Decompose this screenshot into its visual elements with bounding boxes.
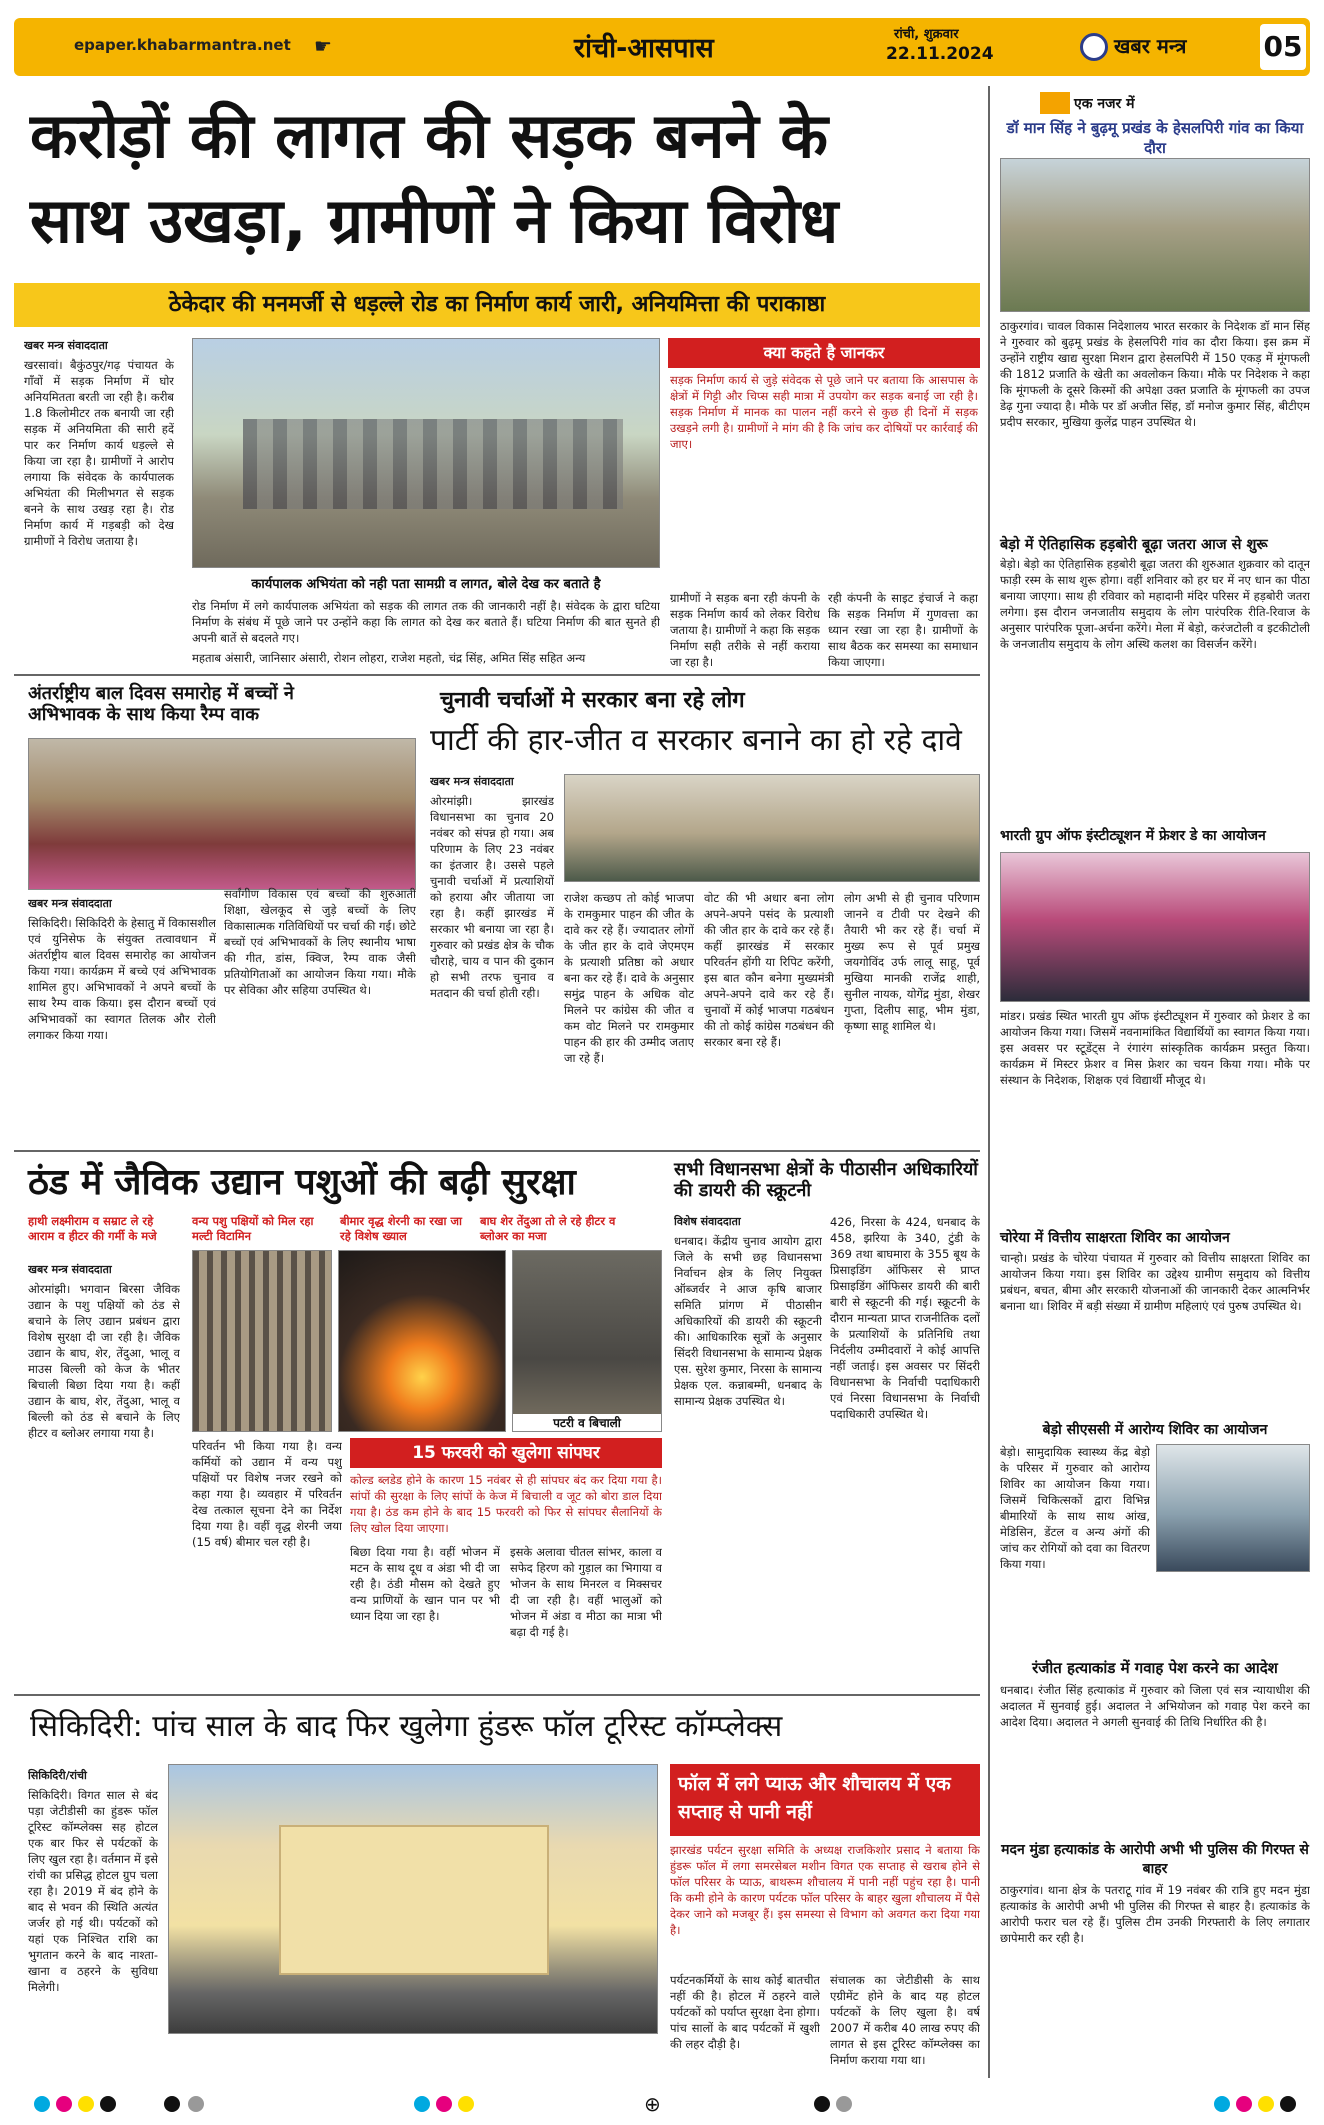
zoo-note-text: कोल्ड ब्लडेड होने के कारण 15 नवंबर से ही सांपघर बंद कर दिया गया है। सांपों की सुरक्षा के लिए सांपों के केज में बिचाली व जूट को बोरा डाल दिया गया है। ठंड कम होने के बाद 15 फरवरी को फिर से सांपघर सैलानियों के लिए खोल दिया जाएगा। bbox=[350, 1473, 662, 1535]
masthead bbox=[14, 18, 1310, 76]
zoo-photo-caption: पटरी व बिचाली bbox=[513, 1414, 661, 1431]
divider bbox=[14, 674, 980, 676]
children-day-photo bbox=[28, 738, 416, 890]
sidebar-s5-photo bbox=[1156, 1444, 1310, 1572]
sidebar-s5-title: बेड़ो सीएससी में आरोग्य शिविर का आयोजन bbox=[1042, 1422, 1268, 1438]
sidebar-divider bbox=[988, 86, 990, 2078]
sidebar-s1-photo bbox=[1000, 158, 1310, 312]
brand-name: खबर मन्त्र bbox=[1114, 34, 1187, 58]
lead-names: महताब अंसारी, जानिसार अंसारी, रोशन लोहरा, राजेश महतो, चंद्र सिंह, अमित सिंह सहित अन्य bbox=[192, 651, 586, 665]
hundru-box bbox=[670, 1764, 980, 1836]
hundru-photo bbox=[168, 1764, 658, 2034]
zoo-col-2: परिवर्तन भी किया गया है। वन्य कर्मियों को उद्यान में वन्य पशु पक्षियों पर विशेष नजर रखने को कहा गया है। व्यवहार में परिवर्तन देख तत्काल सूचना देने का निर्देश दिया गया है। वहीं वृद्ध शेरनी जया (15 वर्ष) बीमार चल रही है। bbox=[192, 1439, 342, 1549]
zoo-note-title: 15 फरवरी को खुलेगा सांपघर bbox=[412, 1443, 600, 1463]
registration-mark-icon: ⊕ bbox=[644, 2092, 661, 2116]
lead-col-1-text: खरसावां। बैकुंठपुर/गढ़ पंचायत के गाँवों में सड़क निर्माण में घोर अनियमितता बरती जा रही है। करीब 1.8 किलोमीटर तक बनायी जा रही सड़क में अनियमिता की सारी हदें पार कर निर्माण कार्य धड़ल्ले से किया जा रहा है। ग्रामीणों ने आरोप लगाया कि संवेदक के कार्यपालक अभियंता की मिलीभगत से सड़क बनने के साथ उखड़ रहा है। रोड निर्माण कार्य में गड़बड़ी को देख ग्रामीणों ने विरोध जताया है। bbox=[24, 358, 174, 548]
zoo-byline: खबर मन्त्र संवाददाता bbox=[28, 1263, 112, 1276]
hundru-col-b: संचालक का जेटीडीसी के साथ एग्रीमेंट होने के बाद यह होटल पर्यटकों के लिए खुला है। वर्ष 2007 में करीब 40 लाख रुपए की लागत से इस टूरिस्ट कॉम्प्लेक्स का निर्माण कराया गया था। bbox=[830, 1973, 980, 2067]
hundru-col-1-text: सिकिदिरी। विगत साल से बंद पड़ा जेटीडीसी का हुंडरू फॉल टूरिस्ट कॉम्प्लेक्स सह होटल एक बार फिर से पर्यटकों के लिए खुल रहा है। वर्तमान में इसे रांची का प्रसिद्ध होटल ग्रुप चला रहा है। 2019 में बंद होने के बाद से भवन की स्थिति अत्यंत जर्जर हो गई थी। पर्यटकों को यहां एक निश्चित राशि का भुगतान करने के बाद नाश्ता-खाना व ठहरने के सुविधा मिलेगी। bbox=[28, 1788, 158, 1994]
section-title: रांची-आसपास bbox=[574, 33, 714, 64]
sidebar-s1-title: डॉ मान सिंह ने बुढ़मू प्रखंड के हेसलपिरी गांव का किया दौरा bbox=[1006, 119, 1304, 157]
lead-box-title: क्या कहते है जानकर bbox=[763, 343, 885, 362]
election-col-2: राजेश कच्छप तो कोई भाजपा के रामकुमार पाहन की जीत के दावे कर रहे हैं। ज्यादातर लोगों के जीत हार के दावे जेएमएम के प्रत्याशी प्रतिष्ठा को अधार बना कर रहे हैं। दावे के अनुसार समुंद्र पाहन के अधिक वोट मिलने पर कांग्रेस की जीत व कम वोट मिलने पर रामकुमार पाहन की हार की उम्मीद जताए जा रहे हैं। bbox=[564, 891, 694, 1065]
masthead-date: 22.11.2024 bbox=[886, 44, 994, 64]
children-day-text: सिकिदिरी। सिकिदिरी के हेसातु में विकासशील एवं युनिसेफ के संयुक्त तत्वावधान में अंतर्राष्ट्रीय बाल दिवस समारोह का आयोजन किया गया। कार्यक्रम में बच्चे एवं अभिभावक शामिल हुए। अभिभावकों ने अपने बच्चों के साथ रैम्प वाक किया। इस दौरान बच्चों एवं अभिभावकों का स्वागत तिलक और रोली लगाकर किया गया। bbox=[28, 916, 216, 1042]
zoo-note-banner bbox=[350, 1438, 662, 1468]
hundru-col-a: पर्यटनकर्मियों के साथ कोई बातचीत नहीं की है। होटल में ठहरने वाले पर्यटकों को पर्याप्त सुरक्षा देना होगा। पांच सालों के बाद पर्यटकों में खुशी की लहर दौड़ी है। bbox=[670, 1973, 820, 2051]
zoo-col-1-text: ओरमांझी। भगवान बिरसा जैविक उद्यान के पशु पक्षियों को ठंड से बचाने के लिए उद्यान प्रबंधन द्वारा विशेष सुरक्षा दी जा रही है। जैविक उद्यान के बाघ, शेर, तेंदुआ, भालू व माउस बिल्ली को केज के भीतर बिचाली बिछा दिया गया है। कहीं उद्यान के बाघ, शेर, तेंदुआ, भालू व बिल्ली को ठंड से बचाने के लिए हीटर व ब्लोअर लगाया गया है। bbox=[28, 1282, 180, 1440]
sidebar-s2-text: बेड़ो। बेड़ो का ऐतिहासिक हड़बोरी बूढ़ा जतरा की शुरुआत शुक्रवार को दातून फाड़ी रस्म के साथ शुरू होगा। वहीं शनिवार को हर घर में नए धान का पीठा बनाया जाएगा। साथ ही रविवार को महादानी मंदिर परिसर में हड़बोरी जतरा लगेगा। इस दौरान जनजातीय समुदाय के लोग पारंपरिक रीति-रिवाज के अनुसार पारंपरिक पूजा-अर्चना करेंगे। मेला में बेड़ो, करंजटोली व इटकीटोली के जनजातीय समुदाय के लोग अस्थि कलश का विसर्जन करेंगे। bbox=[1000, 557, 1310, 651]
sidebar-s1-text: ठाकुरगांव। चावल विकास निदेशालय भारत सरकार के निदेशक डॉ मान सिंह ने गुरुवार को बुढ़मू प्रखंड के हेसलपिरी गांव का दौरा किया। इस क्रम में उन्होंने राष्ट्रीय खाद्य सुरक्षा मिशन द्वारा हेसलपिरी में 150 एकड़ में मूंगफली की 1812 प्रजाति के खेती का अवलोकन किया। मौके पर निदेशक ने कहा कि मूंगफली के दूसरे किस्मों की अपेक्षा उक्त प्रजाति के मूंगफली का उपज डेढ़ गुना ज्यादा है। मौके पर डॉ अजीत सिंह, डॉ मनोज कुमार सिंह, बीटीएम प्रदीप सरकार, मुखिया कुलेंद्र पाहन उपस्थित थे। bbox=[1000, 319, 1310, 429]
zoo-photo-fire bbox=[338, 1250, 506, 1432]
sidebar-s5-text-2 bbox=[1000, 1616, 1310, 1652]
sidebar-s3-title: भारती ग्रुप ऑफ इंस्टीट्यूशन में फ्रेशर डे का आयोजन bbox=[1000, 828, 1266, 844]
election-col-4: लोग अभी से ही चुनाव परिणाम जानने व टीवी पर देखने की तैयारी भी कर रहे हैं। चर्चा में मुख्य रूप से पूर्व प्रमुख जयगोविंद उर्फ लालू साहू, पूर्व मुखिया मानकी राजेंद्र शाही, सुनील नायक, योगेंद्र मुंडा, शेखर गुप्ता, दिलीप साहू, भीम मुंडा, कृष्णा साहू शामिल थे। bbox=[844, 891, 980, 1033]
sidebar-s4-text: चान्हो। प्रखंड के चोरेया पंचायत में गुरुवार को वित्तीय साक्षरता शिविर का आयोजन किया गया। इस शिविर का उद्देश्य ग्रामीण समुदाय को वित्तीय प्रबंधन, बचत, बीमा और सरकारी योजनाओं की जानकारी देकर आत्मनिर्भर बनाना था। शिविर में बड़ी संख्या में ग्रामीण महिलाएं एवं पुरुष उपस्थित थे। bbox=[1000, 1251, 1310, 1313]
hundru-byline: सिकिदिरी/रांची bbox=[28, 1769, 87, 1782]
children-day-headline: अंतर्राष्ट्रीय बाल दिवस समारोह में बच्चों ने अभिभावक के साथ किया रैम्प वाक bbox=[28, 683, 294, 725]
hundru-col-1 bbox=[28, 1768, 158, 2078]
election-photo bbox=[564, 774, 980, 882]
divider bbox=[14, 1150, 980, 1152]
cursor-hand-icon: ☛ bbox=[314, 34, 332, 58]
election-col-3: वोट की भी अधार बना लोग अपने-अपने पसंद के प्रत्याशी की जीत हार के दावे कर रहे हैं। कहीं झारखंड में सरकार परिवर्तन होंगी या रिपिट करेंगी, इस बात कौन बनेगा मुख्यमंत्री अपने-अपने दावे कर रहे हैं। चुनावों में कोई भाजपा गठबंधन की तो कोई कांग्रेस गठबंधन की सरकार बना रहे हैं। bbox=[704, 891, 834, 1049]
epaper-url[interactable]: epaper.khabarmantra.net bbox=[74, 36, 291, 54]
sidebar-s7-text: ठाकुरगांव। थाना क्षेत्र के पतराटू गांव में 19 नवंबर की रात्रि हुए मदन मुंडा हत्याकांड के आरोपी अभी भी पुलिस की गिरफ्त से बाहर है। हत्याकांड के आरोपी फरार चल रहे हैं। पुलिस टीम उनकी गिरफ्तारी के लिए लगातार छापेमारी कर रही है। bbox=[1000, 1883, 1310, 1945]
scrutiny-headline: सभी विधानसभा क्षेत्रों के पीठासीन अधिकारियों की डायरी की स्क्रूटनी bbox=[674, 1159, 978, 1201]
brand-logo-icon bbox=[1080, 33, 1108, 61]
election-headline: पार्टी की हार-जीत व सरकार बनाने का हो रहे दावे bbox=[430, 723, 962, 758]
zoo-photo-elephant bbox=[512, 1250, 662, 1432]
children-day-col-1 bbox=[28, 896, 216, 1146]
zoo-sub-3: बीमार वृद्ध शेरनी का रखा जा रहे विशेष ख्याल bbox=[340, 1214, 462, 1243]
children-day-byline: खबर मन्त्र संवाददाता bbox=[28, 897, 112, 910]
zoo-photo-deer bbox=[192, 1250, 332, 1432]
zoo-col-4: इसके अलावा चीतल सांभर, काला व सफेद हिरण को गुड़ाल का भिगाया व भोजन के साथ मिनरल व मिक्सचर दी जा रही है। वहीं भालुओं को भोजन में अंडा व मीठा का मात्रा भी बढ़ा दी गई है। bbox=[510, 1545, 662, 1639]
zoo-sub-1: हाथी लक्ष्मीराम व सम्राट ले रहे आराम व हीटर की गर्मी के मजे bbox=[28, 1214, 157, 1243]
sidebar-s7-title: मदन मुंडा हत्याकांड के आरोपी अभी भी पुलिस की गिरफ्त से बाहर bbox=[1001, 1842, 1309, 1877]
zoo-sub-2: वन्य पशु पक्षियों को मिल रहा मल्टी विटामिन bbox=[192, 1214, 314, 1243]
lead-box bbox=[668, 338, 980, 368]
hundru-headline: सिकिदिरी: पांच साल के बाद फिर खुलेगा हुंडरू फॉल टूरिस्ट कॉम्प्लेक्स bbox=[30, 1709, 783, 1744]
lead-byline: खबर मन्त्र संवाददाता bbox=[24, 339, 108, 352]
lead-strap-text: ठेकेदार की मनमर्जी से धड़ल्ले रोड का निर्माण कार्य जारी, अनियमित्ता की पराकाष्ठा bbox=[168, 292, 826, 317]
zoo-col-1 bbox=[28, 1262, 180, 1688]
lead-box-col-b: रही कंपनी के साइट इंचार्ज ने कहा कि सड़क निर्माण में गुणवत्ता का ध्यान रखा जा रहा है। ग्रामीणों के साथ बैठक कर समस्या का समाधान किया जाएगा। bbox=[828, 591, 978, 668]
masthead-city-day: रांची, शुक्रवार bbox=[894, 27, 959, 42]
lead-strap bbox=[14, 283, 980, 327]
sidebar-s3-photo bbox=[1000, 852, 1310, 1002]
divider bbox=[14, 1694, 980, 1696]
hundru-caption-line bbox=[168, 2040, 658, 2078]
zoo-col-3: बिछा दिया गया है। वहीं भोजन में मटन के साथ दूध व अंडा भी दी जा रही है। ठंडी मौसम को देखते हुए वन्य प्राणियों के खान पान पर भी ध्यान दिया जा रहा है। bbox=[350, 1545, 500, 1623]
scrutiny-col-2: 426, निरसा के 424, धनबाद के 458, झरिया के 340, टुंडी के 369 तथा बाघमारा के 355 बूथ के प्रिसाइडिंग ऑफिसर से प्राप्त प्रिसाइडिंग ऑफिसर डायरी की बारी बारी से स्क्रूटनी की गई। स्क्रूटनी के दौरान मान्यता प्राप्त राजनीतिक दलों के प्रत्याशियों के प्रतिनिधि तथा निर्दलीय उम्मीदवारों ने कोई आपत्ति नहीं जताई। इस अवसर पर सिंदरी विधानसभा के निर्वाची पदाधिकारी एवं निरसा विधानसभा के निर्वाची पदाधिकारी उपस्थित थे। bbox=[830, 1215, 980, 1421]
hundru-box-text: झारखंड पर्यटन सुरक्षा समिति के अध्यक्ष राजकिशोर प्रसाद ने बताया कि हुंडरू फॉल में लगा समरसेबल मशीन विगत एक सप्ताह से खराब होने से फॉल परिसर के प्याऊ, बाथरूम शौचालय में पानी नहीं पहुंच रहा है। पानी कि कमी होने के कारण पर्यटक फॉल परिसर के बाहर खुला शौचालय में पैसे देकर जाने को मजबूर हैं। इस समस्या से विभाग को अवगत करा दिया गया है। bbox=[670, 1843, 980, 1937]
lead-box-col-a: ग्रामीणों ने सड़क बना रही कंपनी के सड़क निर्माण कार्य को लेकर विरोध जताया है। ग्रामीणों ने कहा कि सड़क निर्माण सही तरीके से नहीं कराया जा रहा है। bbox=[670, 591, 820, 668]
nazar-label: एक नजर में bbox=[1074, 96, 1135, 112]
lead-box-text: सड़क निर्माण कार्य से जुड़े संवेदक से पूछे जाने पर बताया कि आसपास के क्षेत्रों में गिट्टी और चिप्स सही मात्रा में उपयोग कर सड़क बनाई जा रही है। सड़क निर्माण में मानक का पालन नहीं करने से कुछ ही दिनों में सड़क उखड़ने लगी है। ग्रामीणों ने मांग की है कि जांच कर दोषियों पर कार्रवाई की जाए। bbox=[670, 373, 978, 451]
sidebar-s4-title: चोरेया में वित्तीय साक्षरता शिविर का आयोजन bbox=[1000, 1230, 1230, 1246]
lead-headline-line1: करोड़ों की लागत की सड़क बनने के bbox=[30, 99, 828, 172]
sidebar-s5-text: बेड़ो। सामुदायिक स्वास्थ्य केंद्र बेड़ो के परिसर में गुरुवार को आरोग्य शिविर का आयोजन किया गया। जिसमें चिकित्सकों द्वारा विभिन्न बीमारियों के साथ साथ आंख, मेडिसिन, डेंटल व अन्य अंगों की जांच कर रोगियों को दवा का वितरण किया गया। bbox=[1000, 1445, 1150, 1571]
lead-col-1 bbox=[24, 338, 174, 668]
zoo-sub-4: बाघ शेर तेंदुआ तो ले रहे हीटर व ब्लोअर का मजा bbox=[480, 1214, 616, 1243]
sidebar-s6-text: धनबाद। रंजीत सिंह हत्याकांड में गुरुवार को जिला एवं सत्र न्यायाधीश की अदालत में सुनवाई हुई। अदालत ने अभियोजन को गवाह पेश करने का आदेश दिया। अदालत ने अगली सुनवाई की तिथि निर्धारित की है। bbox=[1000, 1683, 1310, 1729]
election-col-1 bbox=[430, 774, 554, 1146]
zoo-headline: ठंड में जैविक उद्यान पशुओं की बढ़ी सुरक्षा bbox=[28, 1162, 576, 1203]
hundru-box-title: फॉल में लगे प्याऊ और शौचालय में एक सप्ताह से पानी नहीं bbox=[678, 1773, 951, 1823]
lead-photo-caption: कार्यपालक अभियंता को नही पता सामग्री व लागत, बोले देख कर बताते है bbox=[251, 577, 601, 592]
page-number: 05 bbox=[1260, 24, 1306, 70]
election-kicker: चुनावी चर्चाओं मे सरकार बना रहे लोग bbox=[440, 688, 745, 713]
sidebar-s3-text: मांडर। प्रखंड स्थित भारती ग्रुप ऑफ इंस्टीट्यूशन में गुरुवार को फ्रेशर डे का आयोजन किया गया। जिसमें नवनामांकित विद्यार्थियों का स्वागत किया गया। इस अवसर पर स्टूडेंट्स ने रंगारंग सांस्कृतिक कार्यक्रम प्रस्तुत किया। कार्यक्रम में मिस्टर फ्रेशर व मिस फ्रेशर का चयन किया गया। मौके पर संस्थान के निदेशक, शिक्षक एवं विद्यार्थी मौजूद थे। bbox=[1000, 1009, 1310, 1087]
children-day-col-2: सर्वांगीण विकास एवं बच्चों की शुरुआती शिक्षा, खेलकूद से जुड़े बच्चों के लिए विकासात्मक गतिविधियों पर चर्चा की गई। छोटे बच्चों एवं अभिभावकों के लिए स्थानीय भाषा की गीत, डांस, क्विज, रैम्प वाक जैसी प्रतियोगिताओं का आयोजन किया गया। मौके पर सेविका और सहिया उपस्थित थे। bbox=[224, 887, 416, 997]
scrutiny-col-1-text: धनबाद। केंद्रीय चुनाव आयोग द्वारा जिले के सभी छह विधानसभा निर्वाचन क्षेत्र के लिए नियुक्त ऑब्जर्वर ने आज कृषि बाजार समिति प्रांगण में पीठासीन अधिकारियों की डायरी की स्क्रूटनी की। आधिकारिक सूत्रों के अनुसार सिंदरी विधानसभा के सामान्य प्रेक्षक एस. सुरेश कुमार, निरसा के सामान्य प्रेक्षक एल. कन्नाबम्मी, धनबाद के सामान्य प्रेक्षक उपस्थित थे। bbox=[674, 1234, 822, 1408]
print-color-bar bbox=[14, 2092, 1310, 2116]
sidebar-s2-title: बेड़ो में ऐतिहासिक हड़बोरी बूढ़ा जतरा आज से शुरू bbox=[1000, 537, 1268, 553]
scrutiny-col-1 bbox=[674, 1214, 822, 1688]
sidebar-s6-title: रंजीत हत्याकांड में गवाह पेश करने का आदेश bbox=[1032, 1659, 1278, 1677]
lead-headline-line2: साथ उखड़ा, ग्रामीणों ने किया विरोध bbox=[30, 184, 839, 257]
lead-photo bbox=[192, 338, 660, 568]
scrutiny-byline: विशेष संवाददाता bbox=[674, 1215, 741, 1228]
election-byline: खबर मन्त्र संवाददाता bbox=[430, 775, 514, 788]
lead-body: रोड निर्माण में लगे कार्यपालक अभियंता को सड़क की लागत तक की जानकारी नहीं है। संवेदक के द्वारा घटिया निर्माण के संबंध में पूछे जाने पर उन्होंने कहा कि लागत को देख कर बताते हैं। घटिया निर्माण की बात सुनते ही अपनी बातें से बदलते गए। bbox=[192, 599, 660, 645]
election-col-1-text: ओरमांझी। झारखंड विधानसभा का चुनाव 20 नवंबर को संपन्न हो गया। अब परिणाम के लिए 23 नवंबर का इंतजार है। उससे पहले चुनावी चर्चाओं में प्रत्याशियों को हराया और जीताया जा रहा है। कहीं झारखंड में सरकार भी बनाया जा रहा है। गुरुवार को प्रखंड क्षेत्र के चौक चौराहे, चाय व पान की दुकान हो सभी तरफ चुनाव व मतदान की चर्चा होती रही। bbox=[430, 794, 554, 1000]
nazar-banner bbox=[1000, 92, 1310, 114]
